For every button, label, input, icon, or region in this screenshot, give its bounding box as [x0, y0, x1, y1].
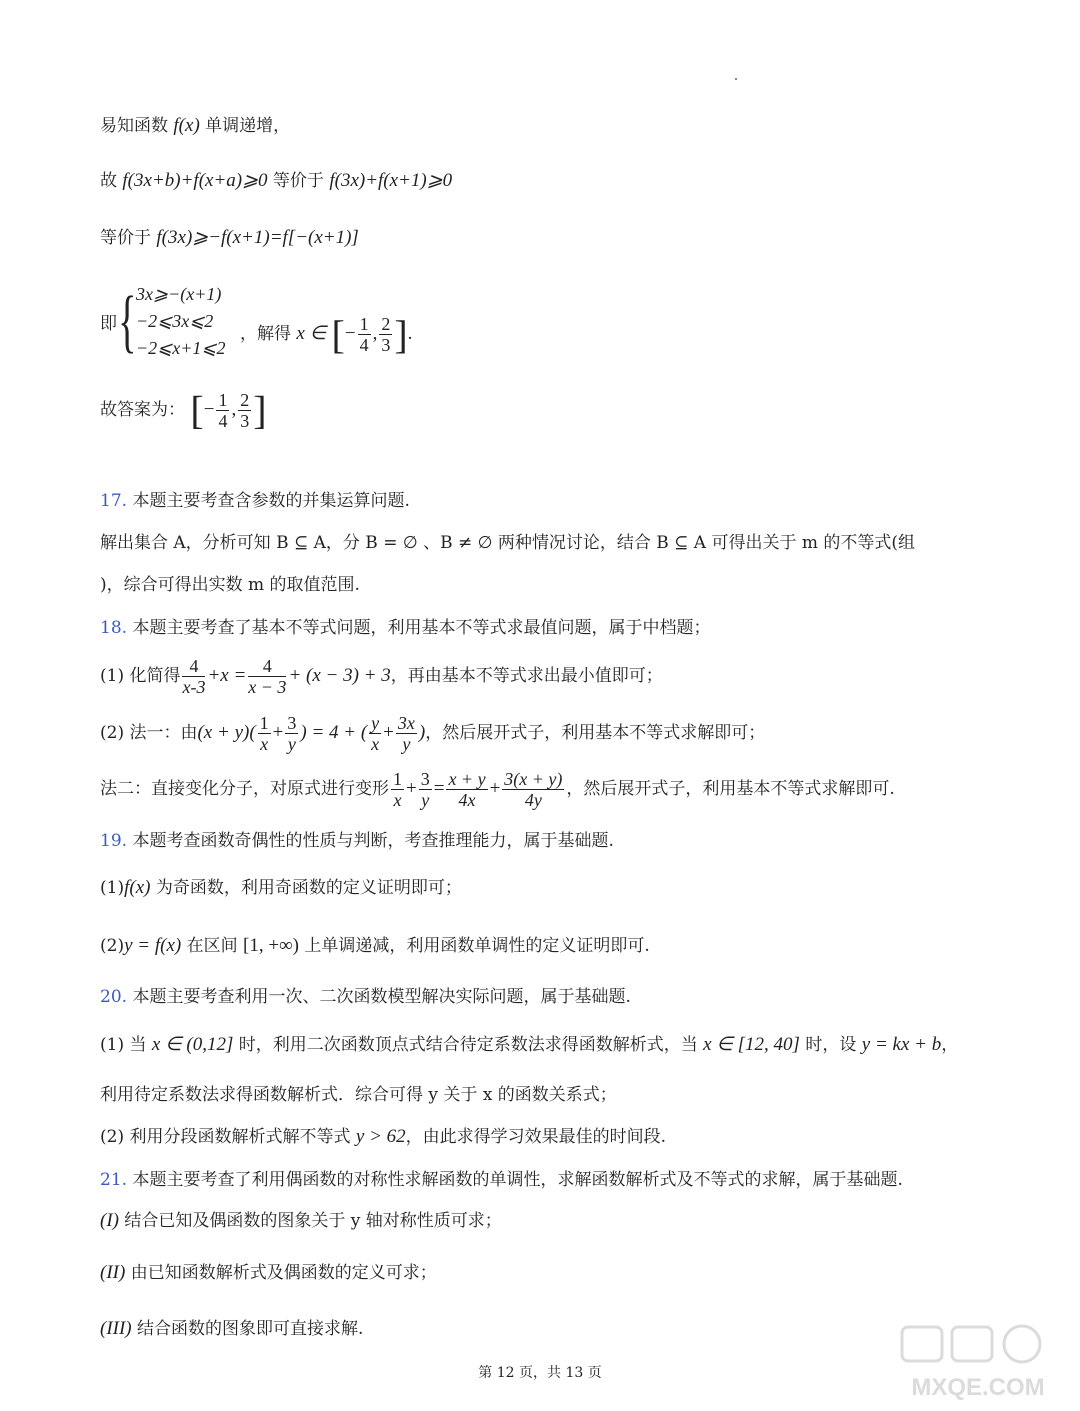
fraction	[216, 390, 229, 431]
fraction	[358, 314, 371, 355]
math-inequality: f(3x)+f(x+1)⩾0	[329, 170, 453, 191]
numerator: 1	[359, 314, 369, 334]
text: 单调递增，	[199, 116, 291, 136]
bracket: [	[190, 387, 204, 433]
denominator: y	[421, 790, 430, 810]
bracket: ]	[394, 312, 408, 357]
text: (2) 法一：由	[100, 723, 198, 743]
denominator: x − 3	[248, 677, 287, 697]
left-brace: {	[118, 283, 137, 360]
fraction	[446, 769, 487, 810]
problem-19-part-2	[100, 933, 650, 959]
text: 本题主要考查了利用偶函数的对称性求解函数的单调性，求解函数解析式及不等式的求解，属于基础题.	[127, 1170, 903, 1190]
denominator: x	[260, 734, 269, 754]
math: x ∈ (0,12]	[151, 1034, 234, 1055]
denominator: x	[393, 790, 402, 810]
problem-17-title	[100, 488, 410, 514]
text: 本题主要考查含参数的并集运算问题.	[127, 491, 410, 511]
text: ，然后展开式子，利用基本不等式求解即可；	[425, 723, 766, 743]
problem-21-part-1	[100, 1208, 502, 1234]
text: 结合已知及偶函数的图象关于 y 轴对称性质可求；	[118, 1211, 502, 1231]
numerator: 3(x + y)	[504, 769, 563, 789]
problem-19-part-1	[100, 875, 462, 901]
system-row: −2⩽3x⩽2	[136, 311, 214, 331]
fraction	[419, 769, 432, 810]
solution	[240, 311, 412, 358]
text: 本题主要考查了基本不等式问题，利用基本不等式求最值问题，属于中档题；	[127, 618, 711, 638]
line-answer	[100, 388, 267, 433]
fraction	[258, 713, 271, 754]
math: + (x − 3) + 3	[288, 665, 391, 686]
problem-20-part-2	[100, 1124, 666, 1150]
fraction	[391, 769, 404, 810]
plus: +	[383, 722, 394, 743]
fraction	[502, 769, 564, 810]
text: ，	[941, 1035, 959, 1055]
speck	[735, 78, 737, 80]
numerator: 1	[218, 390, 228, 410]
fraction	[379, 314, 392, 355]
text: 利用待定系数法求得函数解析式．综合可得 y 关于 x 的函数关系式；	[100, 1085, 617, 1105]
text: ，然后展开式子，利用基本不等式求解即可.	[566, 779, 895, 799]
text: 时，利用二次函数顶点式结合待定系数法求得函数解析式，当	[233, 1035, 704, 1055]
problem-number: 18.	[100, 618, 128, 638]
comma: ,	[372, 323, 378, 344]
plus: +	[489, 778, 501, 799]
fraction	[182, 656, 205, 697]
problem-17-line-a	[100, 530, 915, 556]
text: (2) 利用分段函数解析式解不等式	[100, 1127, 356, 1147]
math: )	[418, 722, 426, 743]
problem-20-title	[100, 984, 631, 1010]
text: 在区间	[181, 936, 244, 956]
problem-number: 19.	[100, 831, 128, 851]
fraction	[248, 656, 286, 697]
math: y = f(x)	[124, 935, 182, 956]
bracket: ]	[253, 387, 267, 433]
denominator: x-3	[182, 677, 206, 697]
problem-17-line-b	[100, 572, 360, 598]
denominator: 4	[218, 411, 228, 431]
problem-21-title	[100, 1167, 903, 1193]
text: 本题主要考查利用一次、二次函数模型解决实际问题，属于基础题.	[127, 987, 631, 1007]
text: (1) 化简得	[100, 666, 181, 686]
text: ，由此求得学习效果最佳的时间段.	[405, 1127, 667, 1147]
text: 法二：直接变化分子，对原式进行变形	[100, 779, 389, 799]
text: 时，设	[799, 1035, 862, 1055]
denominator: 4x	[458, 790, 476, 810]
problem-number: 20.	[100, 987, 128, 1007]
math-inequality: f(3x+b)+f(x+a)⩾0	[122, 170, 268, 191]
system-row: 3x⩾−(x+1)	[136, 284, 222, 304]
math: f(x)	[124, 877, 151, 898]
text: 故答案为：	[100, 400, 185, 420]
plus: +	[406, 778, 417, 799]
math: y = kx + b	[861, 1034, 942, 1055]
problem-20-line-b	[100, 1082, 617, 1108]
problem-number: 21.	[100, 1170, 128, 1190]
text: ，解得	[240, 324, 297, 344]
problem-number: 17.	[100, 491, 128, 511]
math: y > 62	[355, 1126, 406, 1147]
fraction	[396, 713, 417, 754]
text: 为奇函数，利用奇函数的定义证明即可；	[150, 878, 462, 898]
numerator: x + y	[448, 769, 486, 789]
numerator: 3x	[397, 713, 415, 733]
numerator: 3	[420, 769, 430, 789]
fraction	[238, 390, 251, 431]
math: +x =	[207, 665, 247, 686]
problem-18-part-2	[100, 711, 765, 755]
numerator: 4	[182, 656, 205, 677]
bracket: [	[331, 312, 345, 357]
minus: −	[203, 399, 215, 420]
denominator: 4y	[524, 790, 542, 810]
math-inequality: f(3x)⩾−f(x+1)=f[−(x+1)]	[156, 227, 359, 248]
equals: =	[433, 778, 445, 799]
numerator: 2	[381, 314, 391, 334]
text: 等价于	[100, 228, 157, 248]
problem-18-title	[100, 615, 710, 641]
problem-18-method-2	[100, 767, 895, 811]
system-row: −2⩽x+1⩽2	[136, 338, 226, 358]
fraction	[285, 713, 298, 754]
text: (1) 当	[100, 1035, 152, 1055]
denominator: y	[402, 734, 411, 754]
line-equivalence-2	[100, 225, 359, 251]
period: .	[407, 323, 413, 344]
watermark-logo	[898, 1323, 1058, 1403]
math: ) = 4 + (	[300, 722, 368, 743]
denominator: 4	[359, 335, 369, 355]
text: 解出集合 A，分析可知 B ⊆ A，分 B = ∅ 、B ≠ ∅ 两种情况讨论，结合 B ⊆ A 可得出关于 m 的不等式(组	[100, 533, 916, 553]
denominator: 3	[381, 335, 391, 355]
numerator: 3	[287, 713, 297, 733]
denominator: y	[287, 734, 296, 754]
roman-numeral: (III)	[100, 1318, 132, 1339]
text: (2)	[100, 936, 125, 956]
denominator: 3	[240, 411, 250, 431]
numerator: 4	[248, 656, 286, 677]
watermark-text: MXQE.COM	[911, 1374, 1045, 1401]
math-fx: f(x)	[173, 115, 200, 136]
text: 结合函数的图象即可直接求解.	[131, 1319, 364, 1339]
math: x ∈ [12, 40]	[703, 1034, 800, 1055]
numerator: 2	[240, 390, 250, 410]
page-footer: 第 12 页，共 13 页	[478, 1365, 602, 1381]
comma: ,	[231, 399, 237, 420]
text: )，综合可得出实数 m 的取值范围.	[100, 575, 360, 595]
numerator: y	[371, 713, 380, 733]
math-x-in: x ∈	[296, 323, 327, 344]
text: 由已知函数解析式及偶函数的定义可求；	[125, 1263, 437, 1283]
numerator: 1	[393, 769, 402, 789]
text: 即	[100, 314, 117, 334]
problem-18-part-1	[100, 654, 663, 698]
problem-19-title	[100, 828, 614, 854]
problem-21-part-3	[100, 1316, 363, 1342]
text: ，再由基本不等式求出最小值即可；	[390, 666, 663, 686]
math: (x + y)(	[197, 722, 256, 743]
math: [1, +∞)	[243, 935, 299, 956]
text: 故	[100, 171, 123, 191]
line-monotone	[100, 113, 290, 139]
problem-20-part-1	[100, 1032, 958, 1058]
problem-21-part-2	[100, 1260, 437, 1286]
roman-numeral: (I)	[100, 1210, 119, 1231]
text: 本题考查函数奇偶性的性质与判断，考查推理能力，属于基础题.	[127, 831, 614, 851]
line-equivalence-1	[100, 168, 452, 194]
roman-numeral: (II)	[100, 1262, 126, 1283]
text: 易知函数	[100, 116, 174, 136]
inequality-system	[100, 282, 600, 362]
plus: +	[272, 722, 284, 743]
text: (1)	[100, 878, 125, 898]
denominator: x	[371, 734, 380, 754]
numerator: 1	[259, 713, 269, 733]
fraction	[369, 713, 381, 754]
text: 上单调递减，利用函数单调性的定义证明即可.	[298, 936, 650, 956]
minus: −	[344, 323, 356, 344]
text: 等价于	[267, 171, 330, 191]
